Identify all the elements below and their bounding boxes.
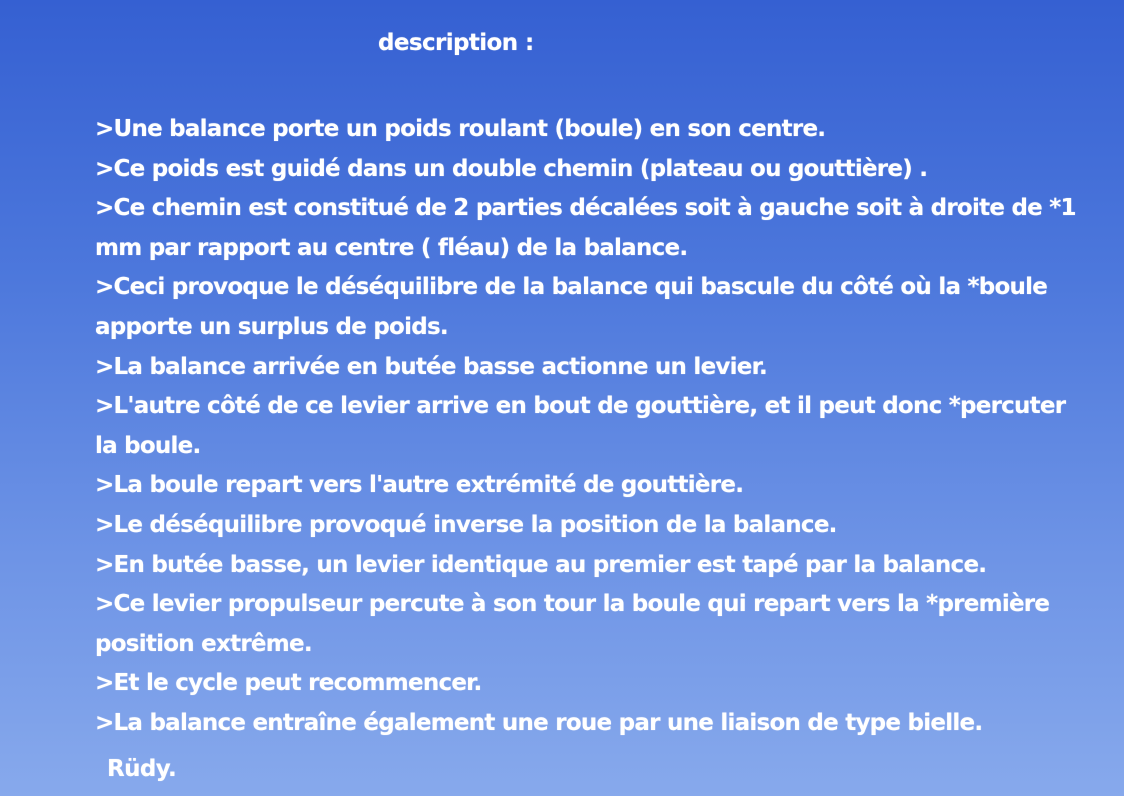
text-line: position extrême.: [95, 630, 312, 657]
text-line: mm par rapport au centre ( fléau) de la balance.: [95, 234, 688, 261]
text-line: apporte un surplus de poids.: [95, 313, 448, 340]
text-line: >Et le cycle peut recommencer.: [95, 670, 482, 697]
text-line: >Ce levier propulseur percute à son tour la boule qui repart vers la *première: [95, 591, 1050, 618]
text-line: >Ce chemin est constitué de 2 parties décalées soit à gauche soit à droite de *1: [95, 195, 1076, 222]
text-line: >Une balance porte un poids roulant (boule) en son centre.: [95, 116, 826, 142]
text-line: >Ce poids est guidé dans un double chemin (plateau ou gouttière) .: [95, 155, 928, 182]
text-line: >Ceci provoque le déséquilibre de la balance qui bascule du côté où la *boule: [95, 274, 1048, 301]
text-line: >L'autre côté de ce levier arrive en bout de gouttière, et il peut donc *percuter: [95, 393, 1066, 420]
description-text: [95, 110, 1105, 744]
text-line: >Le déséquilibre provoqué inverse la position de la balance.: [95, 511, 837, 538]
text-line: >La balance entraîne également une roue par une liaison de type bielle.: [95, 709, 983, 736]
text-line: la boule.: [95, 432, 201, 459]
text-line: >La balance arrivée en butée basse actionne un levier.: [95, 353, 767, 380]
author-signature: Rüdy.: [107, 756, 177, 782]
text-line: >En butée basse, un levier identique au premier est tapé par la balance.: [95, 551, 987, 578]
page-title: description :: [378, 30, 534, 56]
text-line: >La boule repart vers l'autre extrémité de gouttière.: [95, 472, 744, 499]
